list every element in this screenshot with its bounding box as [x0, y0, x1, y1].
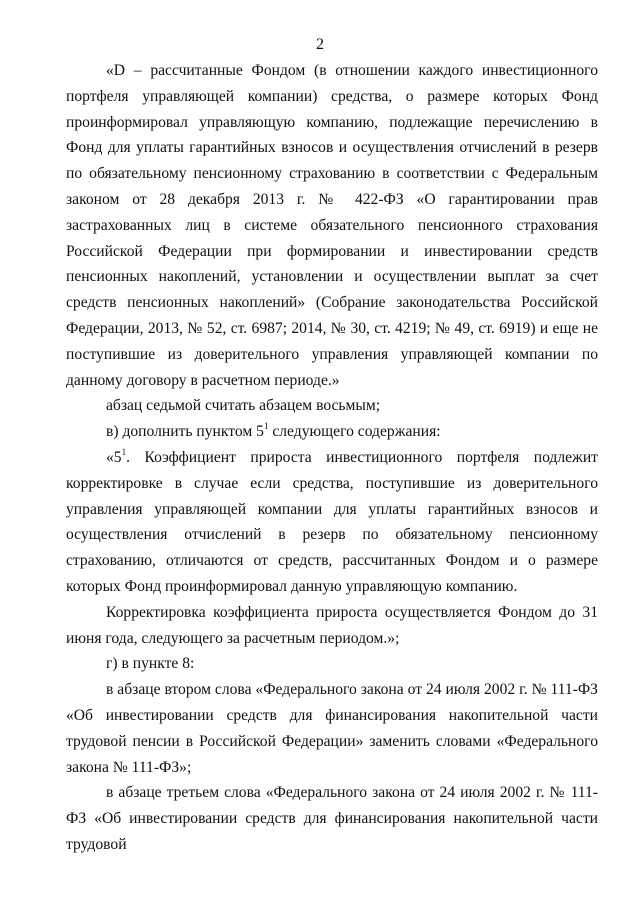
- document-body: [66, 58, 598, 858]
- paragraph-punkt-text: . Коэффициент прироста инвестиционного портфеля подлежит корректировке в случае если средства, поступившие из доверительного управления управляющей компании для уплаты гарантийных взносов и осуществления отчислений в резерв по обязательному пенсионному страхованию, отличаются от средств, рассчитанных Фондом и о размере которых Фонд проинформировал данную управляющую компанию.: [66, 448, 598, 595]
- paragraph-punkt-8: г) в пункте 8:: [106, 655, 195, 673]
- paragraph-abzac-vtorom: в абзаце втором слова «Федерального закона от 24 июля 2002 г. № 111-ФЗ «Об инвестировании средств для финансирования накопительной части трудовой пенсии в Российской Федерации» заменить словами «Федерального закона № 111-ФЗ»;: [66, 681, 598, 776]
- paragraph-abzac-sedmoy: абзац седьмой считать абзацем восьмым;: [106, 397, 381, 415]
- paragraph-punkt-5-1: [66, 445, 598, 600]
- paragraph-dopolnit-punktom: [66, 419, 598, 445]
- superscript-marker: 1: [121, 446, 127, 457]
- paragraph-punkt-number: «5: [106, 448, 122, 466]
- paragraph-dopolnit-tail: следующего содержания:: [268, 423, 441, 441]
- paragraph-dopolnit-text: в) дополнить пунктом 5: [106, 423, 264, 441]
- page-number: 2: [316, 36, 324, 53]
- paragraph-abzac-tretyem: в абзаце третьем слова «Федерального закона от 24 июля 2002 г. № 111-ФЗ «Об инвестировании средств для финансирования накопительной части трудовой: [66, 784, 598, 853]
- paragraph-d-definition: «D – рассчитанные Фондом (в отношении каждого инвестиционного портфеля управляющей компании) средства, о размере которых Фонд проинформировал управляющую компанию, подлежащие перечислению в Фонд для уплаты гарантийных взносов и осуществления отчислений в резерв по обязательному пенсионному страхованию в соответствии с Федеральным законом от 28 декабря 2013 г. № 422-ФЗ «О гарантировании прав застрахованных лиц в системе обязательного пенсионного страхования Российской Федерации при формировании и инвестировании средств пенсионных накоплений, установлении и осуществлении выплат за счет средств пенсионных накоплений» (Собрание законодательства Российской Федерации, 2013, № 52, ст. 6987; 2014, № 30, ст. 4219; № 49, ст. 6919) и еще не поступившие из доверительного управления управляющей компании по данному договору в расчетном периоде.»: [66, 62, 598, 389]
- paragraph-korrektirovka: Корректировка коэффициента прироста осуществляется Фондом до 31 июня года, следующего за расчетным периодом.»;: [66, 603, 598, 647]
- superscript-marker: 1: [263, 421, 269, 432]
